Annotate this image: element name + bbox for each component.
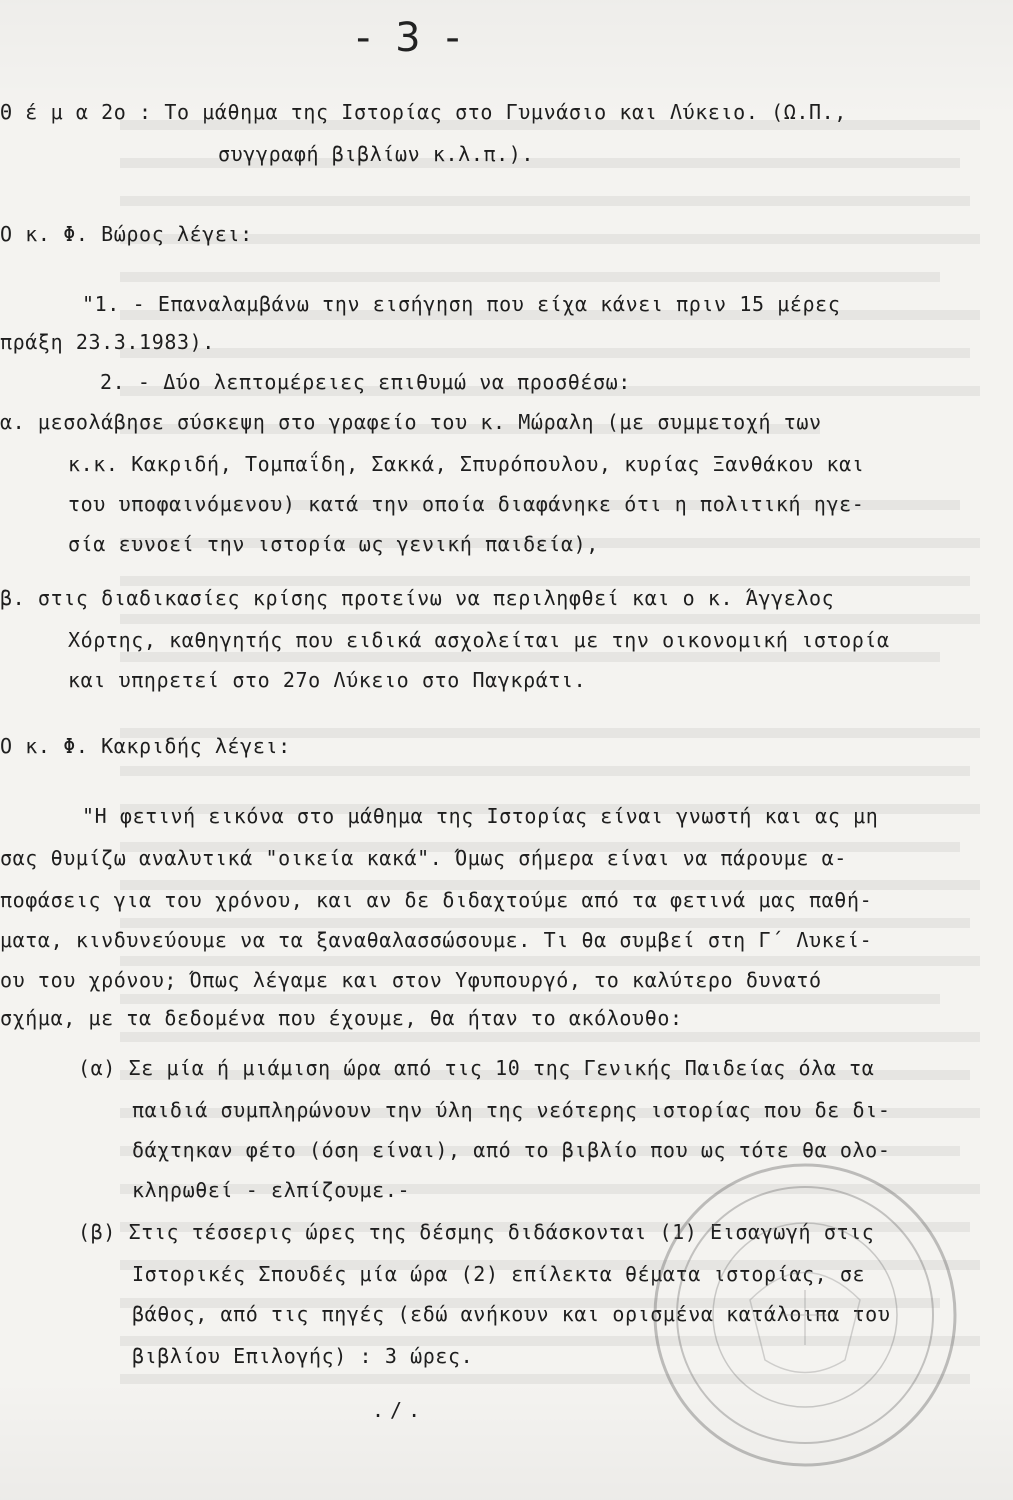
speaker-voros: Ο κ. Φ. Βώρος λέγει: (0, 222, 253, 246)
seal-cross (780, 1290, 830, 1345)
quote-line-5: ου του χρόνου; Όπως λέγαμε και στον Υφυπουργό, το καλύτερο δυνατό (0, 968, 822, 992)
paragraph-2-line-1: 2. - Δύο λεπτομέρειες επιθυμώ να προσθέσω: (100, 370, 631, 394)
heading-line-2: συγγραφή βιβλίων κ.λ.π.). (218, 142, 535, 166)
item-ia-line-3: δάχτηκαν φέτο (όση είναι), από το βιβλίο που ως τότε θα ολο- (132, 1138, 891, 1162)
item-ia-line-4: κληρωθεί - ελπίζουμε.- (132, 1178, 411, 1202)
continuation-mark: ./. (372, 1398, 427, 1422)
quote-line-3: ποφάσεις για του χρόνου, και αν δε διδαχτούμε από τα φετινά μας παθή- (0, 888, 873, 912)
item-ib-line-2: Ιστορικές Σπουδές μία ώρα (2) επίλεκτα θέματα ιστορίας, σε (132, 1262, 866, 1286)
item-b-line-2: Χόρτης, καθηγητής που ειδικά ασχολείται με την οικονομική ιστορία (68, 628, 890, 652)
item-ib-line-3: βάθος, από τις πηγές (εδώ ανήκουν και ορισμένα κατάλοιπα του (132, 1302, 891, 1326)
paragraph-1-line-2: πράξη 23.3.1983). (0, 330, 215, 354)
item-ia-line-2: παιδιά συμπληρώνουν την ύλη της νεότερης ιστορίας που δε δι- (132, 1098, 891, 1122)
item-a-line-1: α. μεσολάβησε σύσκεψη στο γραφείο του κ. Μώραλη (με συμμετοχή των (0, 410, 822, 434)
heading-line-1: Θ έ μ α 2ο : Το μάθημα της Ιστορίας στο Γυμνάσιο και Λύκειο. (Ω.Π., (0, 100, 847, 124)
quote-line-2: σας θυμίζω αναλυτικά "οικεία κακά". Όμως σήμερα είναι να πάρουμε α- (0, 846, 847, 870)
speaker-kakridis: Ο κ. Φ. Κακριδής λέγει: (0, 734, 291, 758)
item-a-line-4: σία ευνοεί την ιστορία ως γενική παιδεία), (68, 532, 599, 556)
item-ia-line-1: (α) Σε μία ή μιάμιση ώρα από τις 10 της Γενικής Παιδείας όλα τα (78, 1056, 875, 1080)
item-a-line-3: του υποφαινόμενου) κατά την οποία διαφάνηκε ότι η πολιτική ηγε- (68, 492, 865, 516)
item-b-line-3: και υπηρετεί στο 27ο Λύκειο στο Παγκράτι. (68, 668, 587, 692)
item-ib-line-4: βιβλίου Επιλογής) : 3 ώρες. (132, 1344, 474, 1368)
ministry-seal-stamp (640, 1150, 970, 1480)
item-ib-line-1: (β) Στις τέσσερις ώρες της δέσμης διδάσκονται (1) Εισαγωγή στις (78, 1220, 875, 1244)
quote-line-4: ματα, κινδυνεύουμε να τα ξαναθαλασσώσουμε. Τι θα συμβεί στη Γ΄ Λυκεί- (0, 928, 873, 952)
quote-line-6: σχήμα, με τα δεδομένα που έχουμε, θα ήταν το ακόλουθο: (0, 1006, 683, 1030)
item-b-line-1: β. στις διαδικασίες κρίσης προτείνω να περιληφθεί και ο κ. Άγγελος (0, 586, 835, 610)
paragraph-1-line-1: "1. - Επαναλαμβάνω την εισήγηση που είχα κάνει πριν 15 μέρες (82, 292, 841, 316)
quote-line-1: "Η φετινή εικόνα στο μάθημα της Ιστορίας είναι γνωστή και ας μη (82, 804, 879, 828)
page-number: - 3 - (356, 15, 466, 61)
item-a-line-2: κ.κ. Κακριδή, Τομπαΐδη, Σακκά, Σπυρόπουλου, κυρίας Ξανθάκου και (68, 452, 865, 476)
